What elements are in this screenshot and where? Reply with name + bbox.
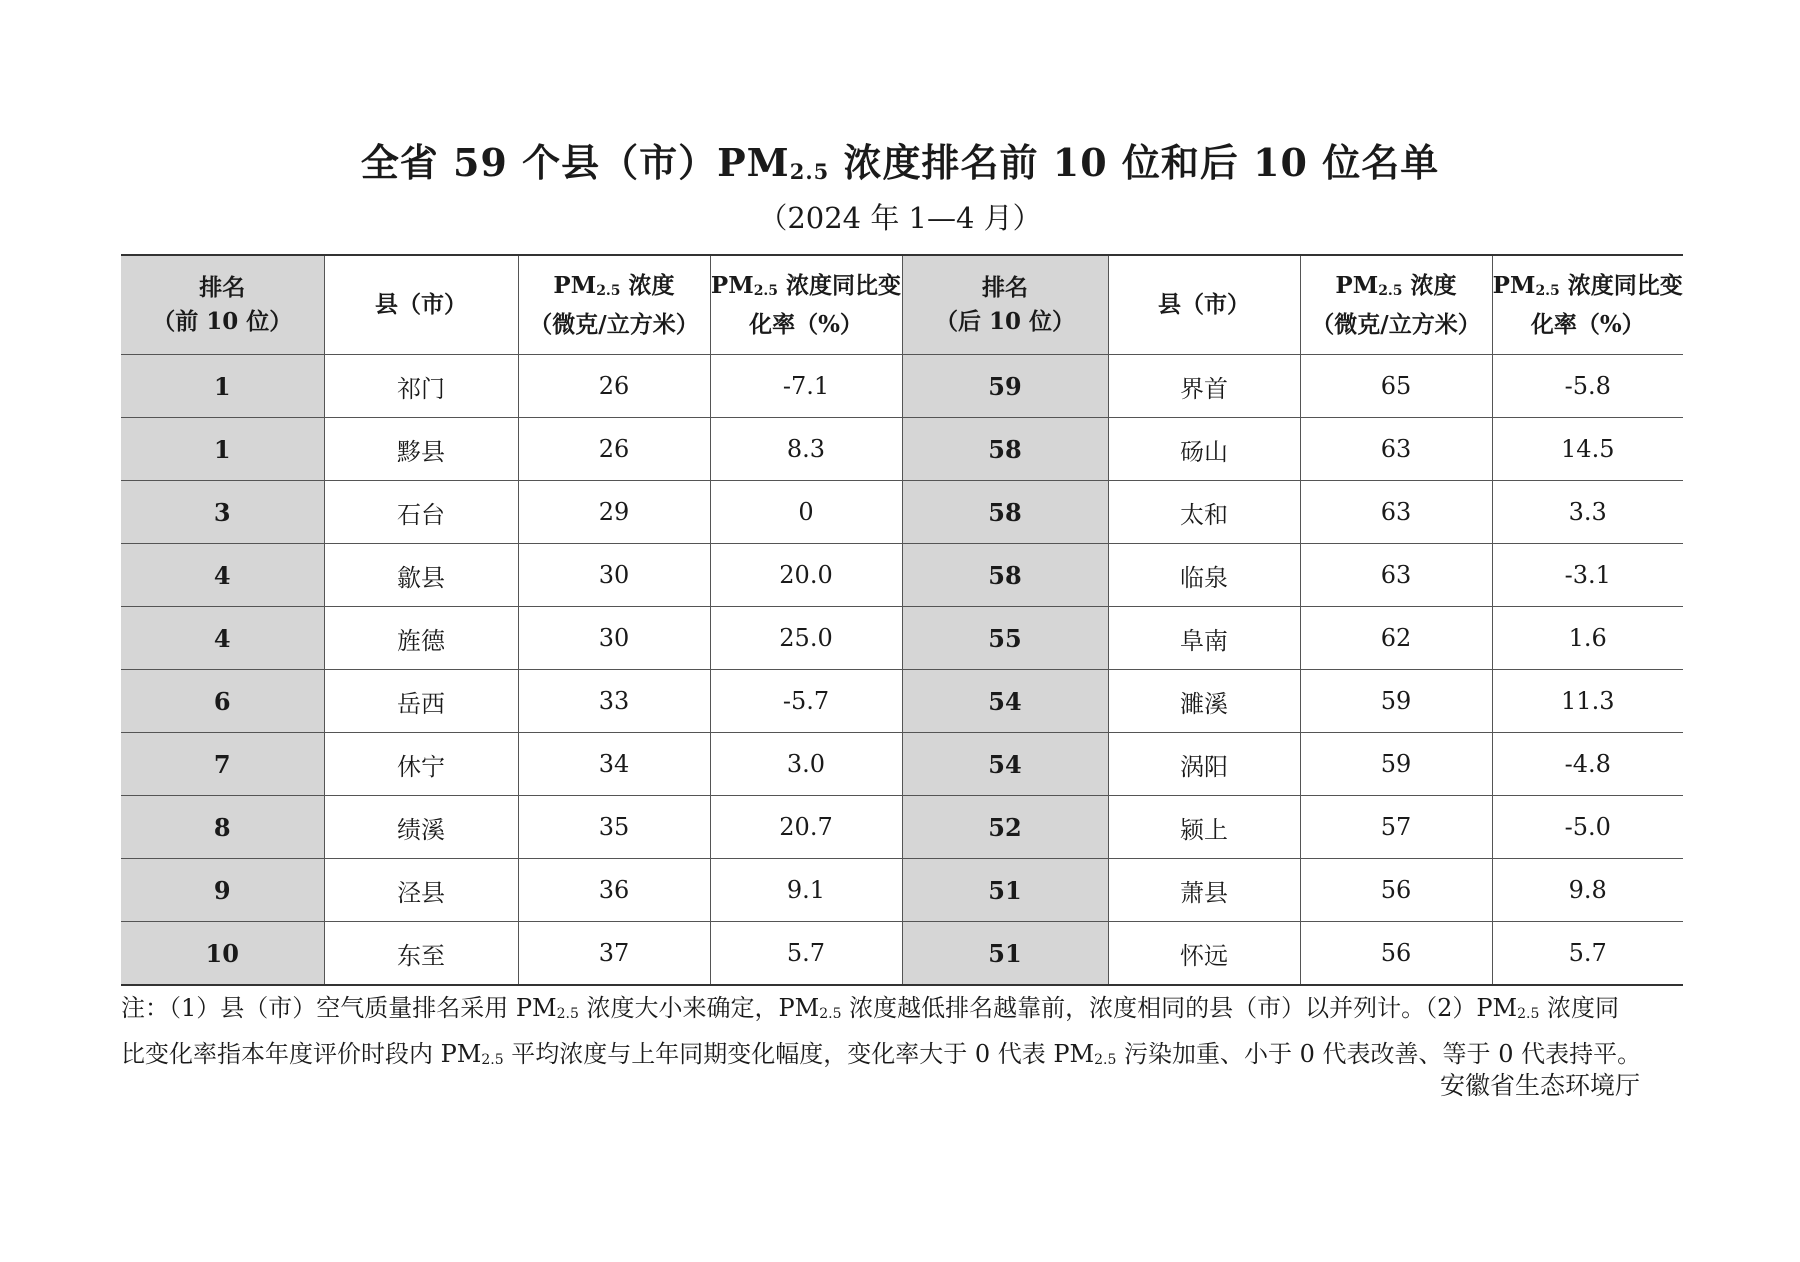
header-county-b: 县（市） bbox=[1108, 255, 1300, 355]
county-top-cell: 休宁 bbox=[324, 733, 518, 796]
header-change-b bbox=[1492, 255, 1683, 355]
table-row bbox=[121, 796, 1683, 859]
title-suffix: 浓度排名前 10 位和后 10 位名单 bbox=[829, 140, 1440, 185]
conc-bottom-cell: 63 bbox=[1300, 418, 1492, 481]
footnote-text: 污染加重、小于 0 代表改善、等于 0 代表持平。 bbox=[1116, 1040, 1642, 1068]
table-row bbox=[121, 418, 1683, 481]
rank-bottom-cell: 51 bbox=[902, 922, 1108, 986]
rank-bottom-cell: 55 bbox=[902, 607, 1108, 670]
change-bottom-cell: 3.3 bbox=[1492, 481, 1683, 544]
rank-bottom-cell: 54 bbox=[902, 733, 1108, 796]
change-top-cell: 20.7 bbox=[710, 796, 902, 859]
footnote-sub: 2.5 bbox=[1094, 1052, 1117, 1068]
conc-bottom-cell: 59 bbox=[1300, 670, 1492, 733]
county-bottom-cell: 萧县 bbox=[1108, 859, 1300, 922]
conc-top-cell: 26 bbox=[518, 355, 710, 418]
rank-bottom-cell: 52 bbox=[902, 796, 1108, 859]
change-bottom-cell: 1.6 bbox=[1492, 607, 1683, 670]
change-top-cell: 8.3 bbox=[710, 418, 902, 481]
header-rank-top-line1: 排名 bbox=[199, 274, 246, 301]
county-top-cell: 祁门 bbox=[324, 355, 518, 418]
conc-top-cell: 30 bbox=[518, 544, 710, 607]
rank-top-cell: 9 bbox=[121, 859, 324, 922]
change-bottom-cell: -5.0 bbox=[1492, 796, 1683, 859]
header-county-a: 县（市） bbox=[324, 255, 518, 355]
conc-bottom-cell: 59 bbox=[1300, 733, 1492, 796]
change-bottom-cell: 5.7 bbox=[1492, 922, 1683, 986]
change-top-cell: 20.0 bbox=[710, 544, 902, 607]
rank-top-cell: 4 bbox=[121, 607, 324, 670]
change-top-cell: 25.0 bbox=[710, 607, 902, 670]
county-top-cell: 绩溪 bbox=[324, 796, 518, 859]
header-change-a-line2: 化率（%） bbox=[749, 310, 863, 338]
table-row bbox=[121, 355, 1683, 418]
footnote-text: 浓度越低排名越靠前，浓度相同的县（市）以并列计。（2）PM bbox=[841, 994, 1518, 1022]
rank-bottom-cell: 54 bbox=[902, 670, 1108, 733]
table-row bbox=[121, 922, 1683, 986]
title-subscript: 2.5 bbox=[789, 159, 830, 184]
county-top-cell: 泾县 bbox=[324, 859, 518, 922]
conc-bottom-cell: 65 bbox=[1300, 355, 1492, 418]
rank-top-cell: 1 bbox=[121, 418, 324, 481]
header-pm-label: PM bbox=[1492, 271, 1536, 299]
county-bottom-cell: 涡阳 bbox=[1108, 733, 1300, 796]
conc-top-cell: 30 bbox=[518, 607, 710, 670]
conc-bottom-cell: 57 bbox=[1300, 796, 1492, 859]
footnote-text: 比变化率指本年度评价时段内 PM bbox=[121, 1040, 482, 1068]
county-bottom-cell: 临泉 bbox=[1108, 544, 1300, 607]
rank-top-cell: 8 bbox=[121, 796, 324, 859]
conc-top-cell: 26 bbox=[518, 418, 710, 481]
header-conc-word: 浓度 bbox=[620, 271, 675, 299]
change-top-cell: 0 bbox=[710, 481, 902, 544]
conc-bottom-cell: 63 bbox=[1300, 544, 1492, 607]
change-top-cell: 5.7 bbox=[710, 922, 902, 986]
header-pm-sub: 2.5 bbox=[596, 282, 621, 299]
issuer-signature: 安徽省生态环境厅 bbox=[1440, 1071, 1641, 1100]
header-rank-bottom bbox=[902, 255, 1108, 355]
rank-bottom-cell: 58 bbox=[902, 481, 1108, 544]
header-conc-a bbox=[518, 255, 710, 355]
rank-top-cell: 6 bbox=[121, 670, 324, 733]
county-bottom-cell: 濉溪 bbox=[1108, 670, 1300, 733]
county-bottom-cell: 阜南 bbox=[1108, 607, 1300, 670]
conc-bottom-cell: 63 bbox=[1300, 481, 1492, 544]
header-change-word: 浓度同比变 bbox=[1559, 271, 1683, 299]
rank-top-cell: 4 bbox=[121, 544, 324, 607]
rank-top-cell: 1 bbox=[121, 355, 324, 418]
footnote-sub: 2.5 bbox=[819, 1006, 842, 1022]
header-change-a-line1 bbox=[711, 269, 902, 308]
conc-bottom-cell: 56 bbox=[1300, 859, 1492, 922]
county-bottom-cell: 太和 bbox=[1108, 481, 1300, 544]
table-row bbox=[121, 733, 1683, 796]
rank-bottom-cell: 58 bbox=[902, 418, 1108, 481]
conc-top-cell: 37 bbox=[518, 922, 710, 986]
table-row bbox=[121, 544, 1683, 607]
county-bottom-cell: 怀远 bbox=[1108, 922, 1300, 986]
header-pm-label: PM bbox=[553, 271, 597, 299]
change-bottom-cell: 9.8 bbox=[1492, 859, 1683, 922]
header-change-a bbox=[710, 255, 902, 355]
table-row bbox=[121, 607, 1683, 670]
rank-top-cell: 3 bbox=[121, 481, 324, 544]
rank-bottom-cell: 58 bbox=[902, 544, 1108, 607]
header-conc-b-line2: （微克/立方米） bbox=[1311, 310, 1481, 338]
footnote-text: 注：（1）县（市）空气质量排名采用 PM bbox=[121, 994, 557, 1022]
change-bottom-cell: 11.3 bbox=[1492, 670, 1683, 733]
rank-top-cell: 7 bbox=[121, 733, 324, 796]
conc-top-cell: 34 bbox=[518, 733, 710, 796]
change-bottom-cell: -5.8 bbox=[1492, 355, 1683, 418]
county-top-cell: 旌德 bbox=[324, 607, 518, 670]
conc-top-cell: 33 bbox=[518, 670, 710, 733]
header-pm-sub: 2.5 bbox=[1378, 282, 1403, 299]
header-change-word: 浓度同比变 bbox=[778, 271, 902, 299]
header-pm-label: PM bbox=[1335, 271, 1379, 299]
table-header-row bbox=[121, 255, 1683, 355]
footnote-sub: 2.5 bbox=[481, 1052, 504, 1068]
footnote-text: 浓度同 bbox=[1539, 994, 1620, 1022]
header-conc-word: 浓度 bbox=[1402, 271, 1457, 299]
conc-top-cell: 29 bbox=[518, 481, 710, 544]
conc-bottom-cell: 62 bbox=[1300, 607, 1492, 670]
change-bottom-cell: -3.1 bbox=[1492, 544, 1683, 607]
table-row bbox=[121, 670, 1683, 733]
header-pm-label: PM bbox=[710, 271, 754, 299]
table-row bbox=[121, 859, 1683, 922]
document-title bbox=[0, 132, 1800, 187]
county-bottom-cell: 界首 bbox=[1108, 355, 1300, 418]
header-conc-a-line2: （微克/立方米） bbox=[529, 310, 699, 338]
document-subtitle: （2024 年 1—4 月） bbox=[758, 201, 1042, 235]
header-rank-top-line2: （前 10 位） bbox=[152, 308, 293, 335]
header-conc-a-line1 bbox=[519, 269, 710, 308]
rank-bottom-cell: 59 bbox=[902, 355, 1108, 418]
header-rank-bottom-line2: （后 10 位） bbox=[934, 308, 1076, 335]
footnote-text: 浓度大小来确定，PM bbox=[578, 994, 820, 1022]
footnote-sub: 2.5 bbox=[556, 1006, 579, 1022]
header-rank-top bbox=[121, 255, 324, 355]
change-top-cell: 3.0 bbox=[710, 733, 902, 796]
conc-top-cell: 36 bbox=[518, 859, 710, 922]
change-top-cell: 9.1 bbox=[710, 859, 902, 922]
county-bottom-cell: 颍上 bbox=[1108, 796, 1300, 859]
conc-top-cell: 35 bbox=[518, 796, 710, 859]
change-top-cell: -5.7 bbox=[710, 670, 902, 733]
county-top-cell: 石台 bbox=[324, 481, 518, 544]
footnote-sub: 2.5 bbox=[1517, 1006, 1540, 1022]
header-conc-b-line1 bbox=[1301, 269, 1492, 308]
table-row bbox=[121, 481, 1683, 544]
footnote-line-1 bbox=[121, 988, 1701, 1034]
change-bottom-cell: -4.8 bbox=[1492, 733, 1683, 796]
county-top-cell: 歙县 bbox=[324, 544, 518, 607]
change-top-cell: -7.1 bbox=[710, 355, 902, 418]
header-pm-sub: 2.5 bbox=[753, 282, 779, 299]
header-rank-bottom-line1: 排名 bbox=[982, 274, 1028, 301]
footnote-text: 平均浓度与上年同期变化幅度，变化率大于 0 代表 PM bbox=[503, 1040, 1095, 1068]
ranking-table bbox=[121, 254, 1683, 986]
header-change-b-line2: 化率（%） bbox=[1530, 310, 1645, 338]
county-top-cell: 黟县 bbox=[324, 418, 518, 481]
county-bottom-cell: 砀山 bbox=[1108, 418, 1300, 481]
change-bottom-cell: 14.5 bbox=[1492, 418, 1683, 481]
title-prefix: 全省 59 个县（市）PM bbox=[360, 140, 790, 185]
county-top-cell: 岳西 bbox=[324, 670, 518, 733]
rank-bottom-cell: 51 bbox=[902, 859, 1108, 922]
conc-bottom-cell: 56 bbox=[1300, 922, 1492, 986]
header-change-b-line1 bbox=[1493, 269, 1684, 308]
header-pm-sub: 2.5 bbox=[1535, 282, 1560, 299]
rank-top-cell: 10 bbox=[121, 922, 324, 986]
county-top-cell: 东至 bbox=[324, 922, 518, 986]
header-conc-b bbox=[1300, 255, 1492, 355]
